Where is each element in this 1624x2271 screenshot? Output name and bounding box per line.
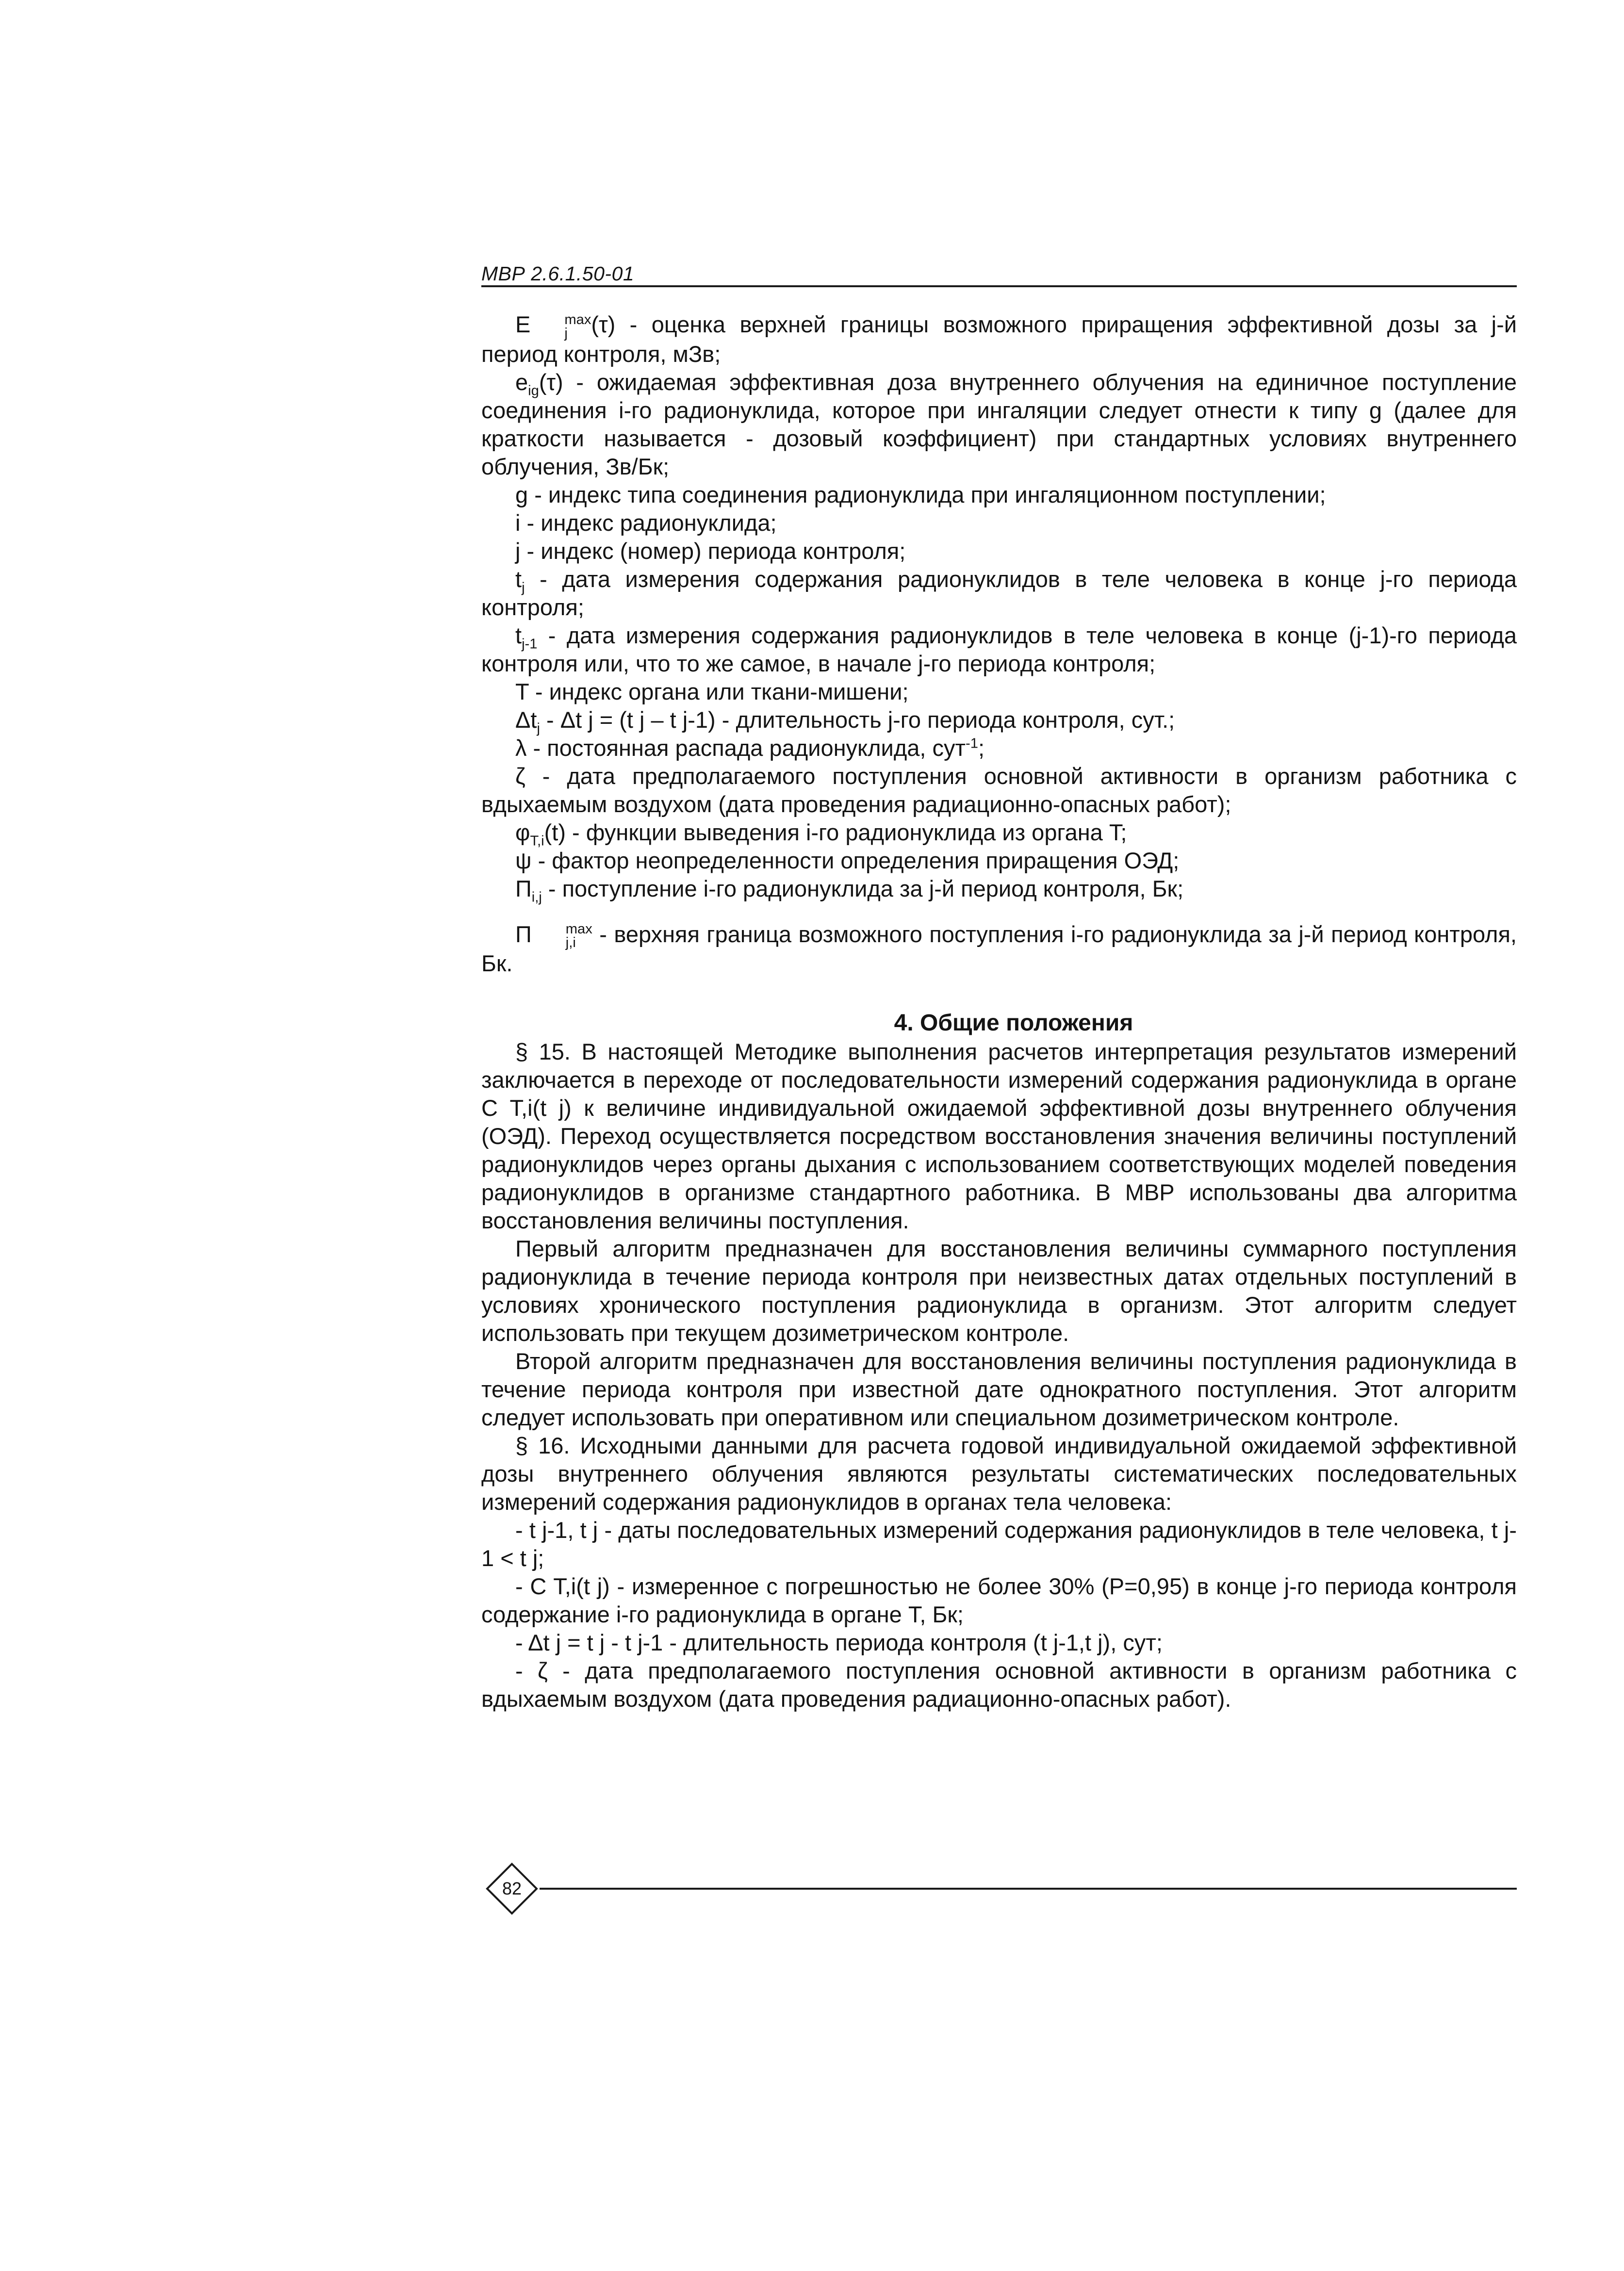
definition-item [481,875,1517,903]
definition-text: - поступление i-го радионуклида за j-й период контроля, Бк; [541,875,1184,901]
definition-symbol: T [515,678,529,704]
list-item: - C T,i(t j) - измеренное с погрешностью не более 30% (P=0,95) в конце j-го периода контроля содержание i-го радионуклида в органе T, Бк; [481,1573,1517,1628]
paragraph: Первый алгоритм предназначен для восстановления величины суммарного поступления радионуклида в течение периода контроля при неизвестных датах отдельных поступлений в условиях хронического поступления радионуклида в организм. Этот алгоритм следует использовать при текущем дозиметрическом контроле. [481,1236,1517,1346]
paragraph: § 16. Исходными данными для расчета годовой индивидуальной ожидаемой эффективной дозы внутреннего облучения являются результаты систематических последовательных измерений содержания радионуклидов в органах тела человека: [481,1433,1517,1515]
definition-item [481,481,1517,509]
definition-item [481,537,1517,565]
definition-text: - индекс органа или ткани-мишени; [528,678,909,704]
definition-item [481,818,1517,847]
footer-rule [540,1888,1517,1890]
page-footer [485,1862,1517,1915]
paragraph: § 15. В настоящей Методике выполнения расчетов интерпретация результатов измерений заключается в переходе от последовательности измерений содержания радионуклида в органе C T,i(t j) к величине индивидуальной ожидаемой эффективной дозы внутреннего облучения (ОЭД). Переход осуществляется посредством восстановления значения величины поступлений радионуклидов через органы дыхания с использованием соответствующих моделей поведения радионуклидов в организме стандартного работника. В МВР использованы два алгоритма восстановления величины поступления. [481,1039,1517,1234]
definition-text: - постоянная распада радионуклида, сут [526,735,966,761]
definition-item [481,310,1517,368]
page-header [481,262,1517,287]
definition-symbol: $\varphi_{T,i}(t)$ [515,819,566,849]
definition-text: - функции выведения i-го радионуклида из органа T; [565,819,1127,845]
document-code: МВР 2.6.1.50-01 [481,262,635,285]
definition-symbol: $t_j$ [515,566,525,595]
definition-symbol: П max j,i [515,921,592,951]
definitions-list [481,310,1517,978]
definition-symbol: $\Delta t_j$ [515,706,540,736]
definition-text: - верхняя граница возможного поступления i-го радионуклида за j-й период контроля, Бк. [481,921,1517,977]
definition-text: - Δt j = (t j – t j-1) - длительность j-го периода контроля, сут.; [540,706,1175,733]
definition-item [481,368,1517,481]
definition-symbol: i [515,509,521,536]
definition-symbol: $t_{j-1}$ [515,622,538,652]
list-item: - t j-1, t j - даты последовательных измерений содержания радионуклидов в теле человека, t j-1 < t j; [481,1517,1517,1571]
definition-text: - фактор неопределенности определения приращения ОЭД; [531,847,1180,873]
definition-symbol: E max j (τ) [515,311,616,341]
definition-symbol: λ [515,735,527,761]
definition-text: - оценка верхней границы возможного приращения эффективной дозы за j-й период контроля, мЗв; [481,311,1517,367]
paragraph: Второй алгоритм предназначен для восстановления величины поступления радионуклида в течение периода контроля при известной дате однократного поступления. Этот алгоритм следует использовать при оперативном или специальном дозиметрическом контроле. [481,1348,1517,1431]
definition-item [481,920,1517,978]
definition-item [481,509,1517,537]
page-content [481,310,1517,1713]
definition-item: λ - постоянная распада радионуклида, сут$^{-1}$; [515,735,984,761]
definition-symbol: j [515,538,521,564]
definition-text: - дата измерения содержания радионуклидов в теле человека в конце j-го периода контроля; [481,566,1517,620]
definition-text: - индекс радионуклида; [520,509,777,536]
definition-item [481,706,1517,734]
definition-symbol: g [515,481,528,507]
definition-symbol: ζ [515,763,525,789]
definition-symbol: $П_{i,j}$ [515,875,542,905]
definition-item [481,762,1517,818]
section-title: 4. Общие положения [894,1010,1133,1036]
definition-text: - дата предполагаемого поступления основной активности в организм работника с вдыхаемым воздухом (дата проведения радиационно-опасных работ); [481,763,1517,817]
definition-text: - индекс типа соединения радионуклида при ингаляционном поступлении; [528,481,1326,507]
definition-symbol: ψ [515,847,532,873]
definition-item [481,847,1517,875]
definition-text: - дата измерения содержания радионуклидов в теле человека в конце (j-1)-го периода контроля или, что то же самое, в начале j-го периода контроля; [481,622,1517,676]
list-item: - Δt j = t j - t j-1 - длительность периода контроля (t j-1,t j), сут; [515,1630,1163,1656]
page-number-badge [485,1862,539,1915]
definition-item [481,678,1517,706]
definition-text: - индекс (номер) периода контроля; [520,538,906,564]
definition-item [481,621,1517,678]
definition-symbol: $e_{ig}(\tau)$ [515,369,563,398]
page-number: 82 [502,1879,522,1898]
definition-item [481,565,1517,621]
section-body [481,1038,1517,1713]
list-item: - ζ - дата предполагаемого поступления основной активности в организм работника с вдыхаемым воздухом (дата проведения радиационно-опасных работ). [481,1658,1517,1712]
definition-text: - ожидаемая эффективная доза внутреннего облучения на единичное поступление соединения i-го радионуклида, которое при ингаляции следует отнести к типу g (далее для краткости называется - дозовый коэффициент) при стандартных условиях внутреннего облучения, Зв/Бк; [481,369,1517,479]
